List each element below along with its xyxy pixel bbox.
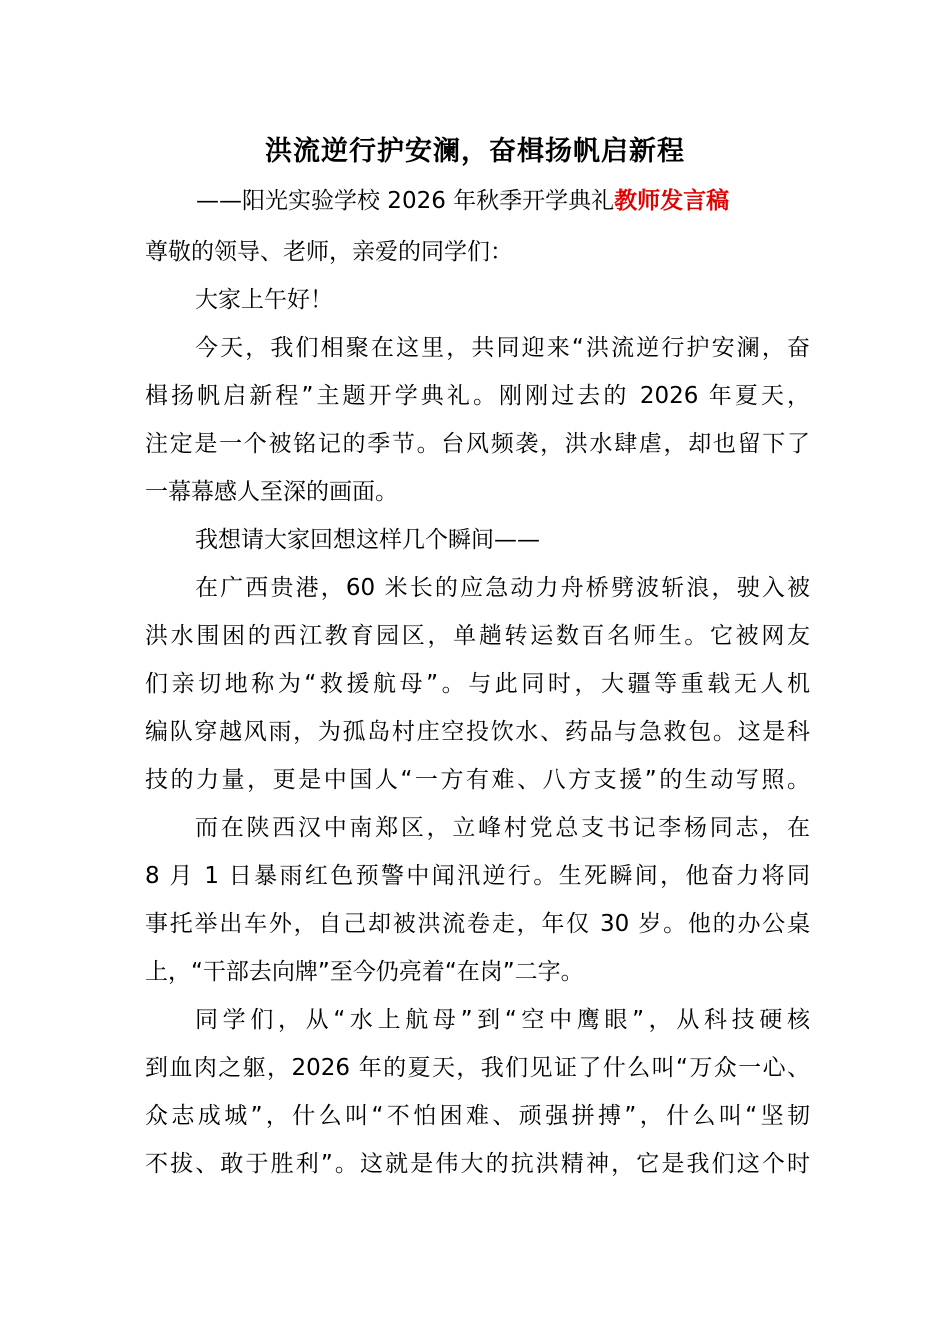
text-line: 尊敬的领导、老师，亲爱的同学们： [145, 239, 513, 265]
text-line: 8 月 1 日暴雨红色预警中闻汛逆行。生死瞬间，他奋力将同 [145, 863, 810, 889]
subtitle-text: ——阳光实验学校 2026 年秋季开学典礼 [196, 188, 615, 214]
document-subtitle [196, 181, 896, 221]
text-line: 上，“干部去向牌”至今仍亮着“在岗”二字。 [145, 959, 584, 985]
body-paragraph [145, 804, 810, 996]
text-line: 洪水围困的西江教育园区，单趟转运数百名师生。它被网友 [145, 623, 810, 649]
body-paragraph [145, 516, 810, 564]
text-line: 今天，我们相聚在这里，共同迎来“洪流逆行护安澜，奋 [195, 335, 810, 361]
text-line: 一幕幕感人至深的画面。 [145, 479, 398, 505]
body-paragraph [145, 564, 810, 804]
salutation-paragraph [145, 228, 810, 276]
text-line: 大家上午好！ [195, 287, 333, 313]
greeting-paragraph [145, 276, 810, 324]
text-line: 们亲切地称为“救援航母”。与此同时，大疆等重载无人机 [145, 671, 810, 697]
document-body [145, 228, 810, 1188]
text-line: 注定是一个被铭记的季节。台风频袭，洪水肆虐，却也留下了 [145, 431, 810, 457]
text-line: 而在陕西汉中南郑区，立峰村党总支书记李杨同志，在 [195, 815, 810, 841]
text-line: 不拔、敢于胜利”。这就是伟大的抗洪精神，它是我们这个时 [145, 1151, 810, 1177]
body-paragraph [145, 996, 810, 1188]
body-paragraph [145, 324, 810, 516]
text-line: 我想请大家回想这样几个瞬间—— [195, 527, 540, 553]
text-line: 事托举出车外，自己却被洪流卷走，年仅 30 岁。他的办公桌 [145, 911, 810, 937]
document-title: 洪流逆行护安澜，奋楫扬帆启新程 [265, 136, 685, 167]
text-line: 在广西贵港，60 米长的应急动力舟桥劈波斩浪，驶入被 [195, 575, 810, 601]
text-line: 技的力量，更是中国人“一方有难、八方支援”的生动写照。 [145, 767, 810, 793]
subtitle-highlight: 教师发言稿 [614, 188, 730, 214]
text-line: 编队穿越风雨，为孤岛村庄空投饮水、药品与急救包。这是科 [145, 719, 810, 745]
text-line: 楫扬帆启新程”主题开学典礼。刚刚过去的 2026 年夏天， [145, 383, 810, 409]
text-line: 众志成城”，什么叫“不怕困难、顽强拼搏”，什么叫“坚韧 [145, 1103, 810, 1129]
text-line: 到血肉之躯，2026 年的夏天，我们见证了什么叫“万众一心、 [145, 1055, 810, 1081]
text-line: 同学们，从“水上航母”到“空中鹰眼”，从科技硬核 [195, 1007, 810, 1033]
